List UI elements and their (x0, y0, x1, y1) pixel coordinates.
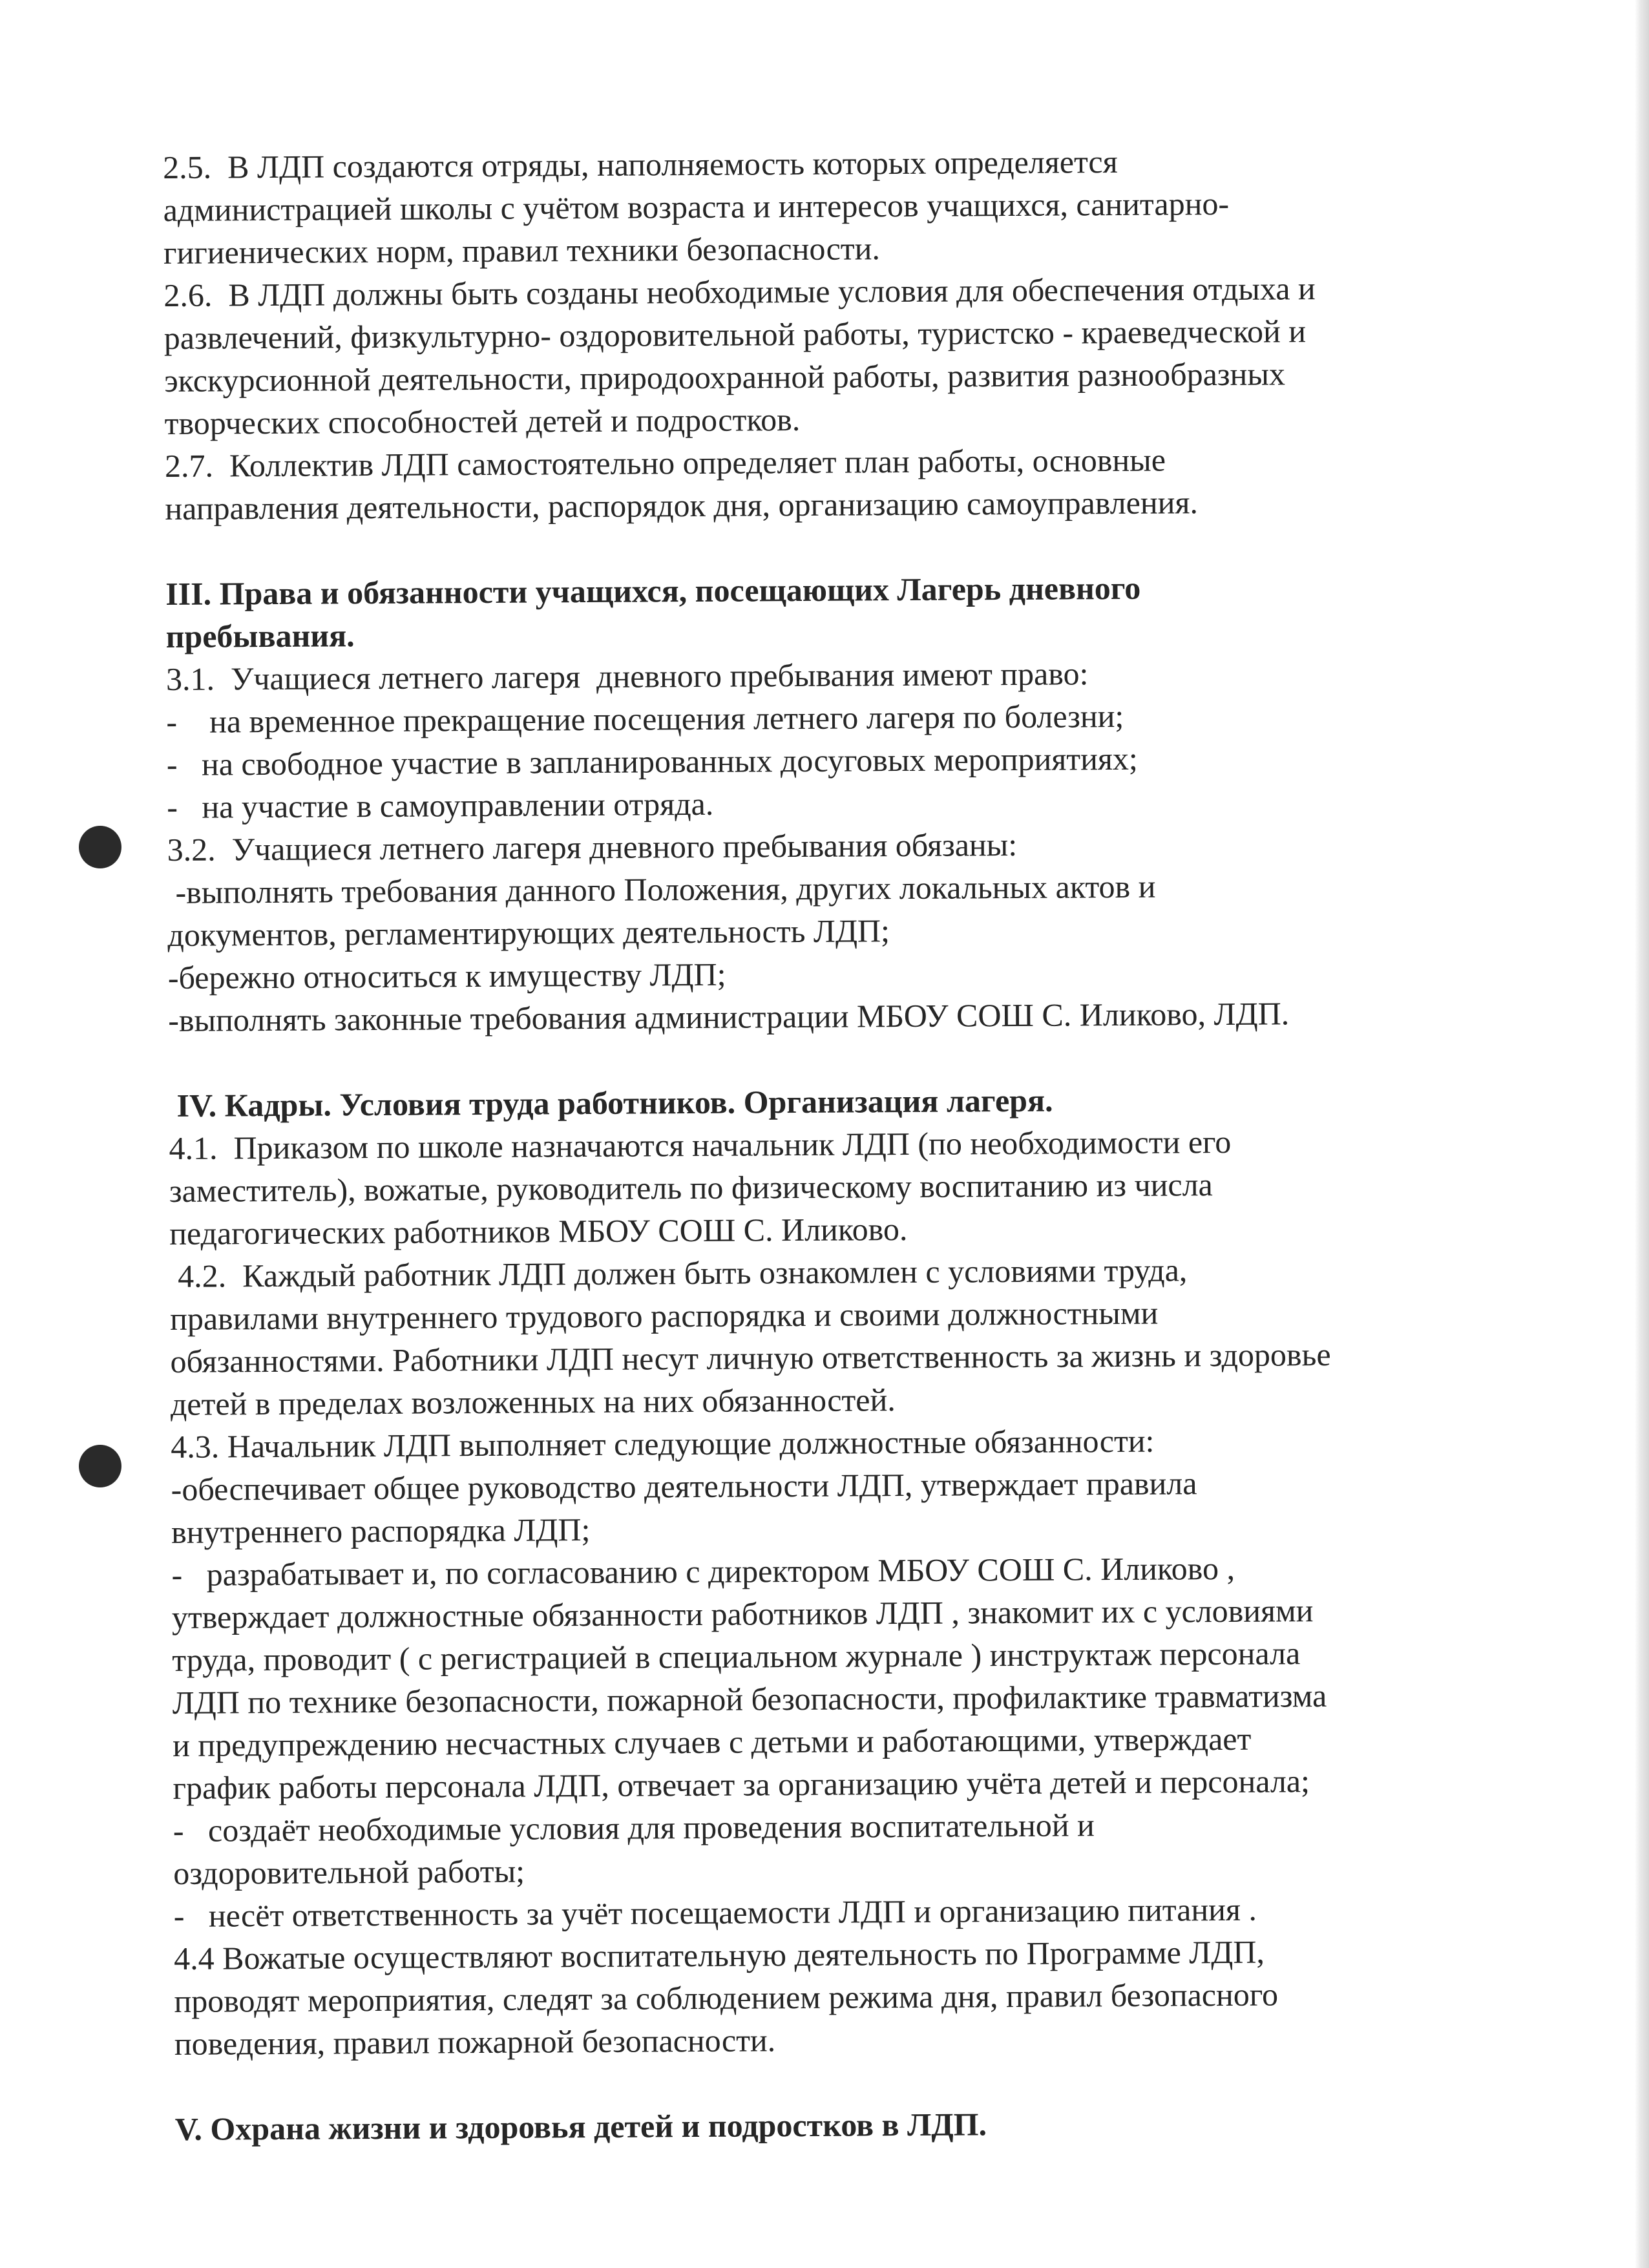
text-line: - разрабатывает и, по согласованию с директором МБОУ СОШ С. Иликово , (171, 1549, 1235, 1593)
text-line: администрацией школы с учётом возраста и интересов учащихся, санитарно- (163, 185, 1230, 228)
text-line: 3.1. Учащиеся летнего лагеря дневного пребывания имеют право: (165, 655, 1089, 697)
punch-hole-top (79, 826, 121, 868)
text-line: - на свободное участие в запланированных досуговых мероприятиях; (166, 740, 1138, 782)
section-spacer (165, 522, 1477, 572)
text-line: экскурсионной деятельности, природоохранной работы, развития разнообразных (164, 355, 1286, 399)
text-line: 4.3. Начальник ЛДП выполняет следующие должностные обязанности: (171, 1422, 1155, 1465)
text-line: документов, регламентирующих деятельность ЛДП; (167, 912, 890, 953)
text-line: поведения, правил пожарной безопасности. (174, 2022, 776, 2062)
text-line: утверждает должностные обязанности работников ЛДП , знакомит их с условиями (171, 1592, 1314, 1635)
text-line: 2.6. В ЛДП должны быть созданы необходимые условия для обеспечения отдыха и (163, 270, 1316, 313)
text-line: -бережно относиться к имуществу ЛДП; (167, 956, 726, 996)
text-line: - на участие в самоуправлении отряда. (167, 785, 714, 825)
text-line: 4.4 Вожатые осуществляют воспитательную деятельность по Программе ЛДП, (173, 1933, 1265, 1977)
text-line: - на временное прекращение посещения летнего лагеря по болезни; (166, 697, 1124, 740)
text-line: -выполнять требования данного Положения, других локальных актов и (167, 868, 1156, 910)
section-3-heading (165, 565, 1478, 658)
text-line: график работы персонала ЛДП, отвечает за организацию учёта детей и персонала; (173, 1763, 1310, 1806)
text-line: оздоровительной работы; (173, 1853, 525, 1891)
section-spacer (168, 1034, 1480, 1084)
text-line: -выполнять законные требования администрации МБОУ СОШ С. Иликово, ЛДП. (168, 995, 1290, 1038)
text-line: внутреннего распорядка ЛДП; (171, 1511, 591, 1550)
document-body (163, 138, 1487, 2150)
heading-line: III. Права и обязанности учащихся, посещающих Лагерь дневного (165, 569, 1141, 612)
clause-2-7 (165, 437, 1477, 530)
text-line: творческих способностей детей и подростков. (164, 401, 801, 441)
text-line: направления деятельности, распорядок дня, организацию самоуправления. (165, 484, 1199, 527)
text-line: -обеспечивает общее руководство деятельности ЛДП, утверждает правила (171, 1465, 1197, 1507)
text-line: 2.5. В ЛДП создаются отряды, наполняемость которых определяется (163, 143, 1118, 185)
text-line: труда, проводит ( с регистрацией в специальном журнале ) инструктаж персонала (172, 1635, 1301, 1678)
text-line: обязанностями. Работники ЛДП несут личную ответственность за жизнь и здоровье (170, 1336, 1331, 1380)
clause-2-5 (163, 138, 1475, 274)
text-line: развлечений, физкультурно- оздоровительной работы, туристско - краеведческой и (163, 313, 1307, 356)
text-line: 3.2. Учащиеся летнего лагеря дневного пребывания обязаны: (167, 826, 1018, 868)
text-line: педагогических работников МБОУ СОШ С. Иликово. (169, 1210, 908, 1252)
section-spacer (174, 2057, 1486, 2108)
text-line: проводят мероприятия, следят за соблюдением режима дня, правил безопасного (174, 1976, 1279, 2019)
heading-line: V. Охрана жизни и здоровья детей и подростков в ЛДП. (174, 2106, 987, 2147)
heading-line: пребывания. (165, 617, 355, 655)
text-line: правилами внутреннего трудового распорядка и своими должностными (169, 1294, 1159, 1337)
section-4-heading (169, 1076, 1480, 1127)
page-scan-edge (1635, 0, 1649, 2268)
section-3-body (166, 650, 1480, 1042)
section-5-heading (175, 2100, 1487, 2150)
text-line: и предупреждению несчастных случаев с детьми и работающими, утверждает (172, 1720, 1252, 1763)
text-line: - создаёт необходимые условия для проведения воспитательной и (173, 1807, 1095, 1849)
text-line: 2.7. Коллектив ЛДП самостоятельно определяет план работы, основные (164, 441, 1166, 484)
text-line: гигиенических норм, правил техники безопасности. (163, 230, 881, 271)
heading-line: IV. Кадры. Условия труда работников. Организация лагеря. (168, 1082, 1053, 1124)
section-4-body (169, 1119, 1486, 2065)
text-line: - несёт ответственность за учёт посещаемости ЛДП и организацию питания . (173, 1891, 1257, 1934)
punch-hole-bottom (79, 1445, 121, 1487)
text-line: ЛДП по технике безопасности, пожарной безопасности, профилактике травматизма (172, 1677, 1327, 1721)
text-line: 4.1. Приказом по школе назначаются начальник ЛДП (по необходимости его (169, 1123, 1232, 1166)
clause-2-6 (163, 266, 1476, 445)
text-line: заместитель), вожатые, руководитель по физическому воспитанию из числа (169, 1166, 1213, 1209)
text-line: 4.2. Каждый работник ЛДП должен быть ознакомлен с условиями труда, (169, 1252, 1188, 1294)
text-line: детей в пределах возложенных на них обязанностей. (170, 1381, 896, 1422)
